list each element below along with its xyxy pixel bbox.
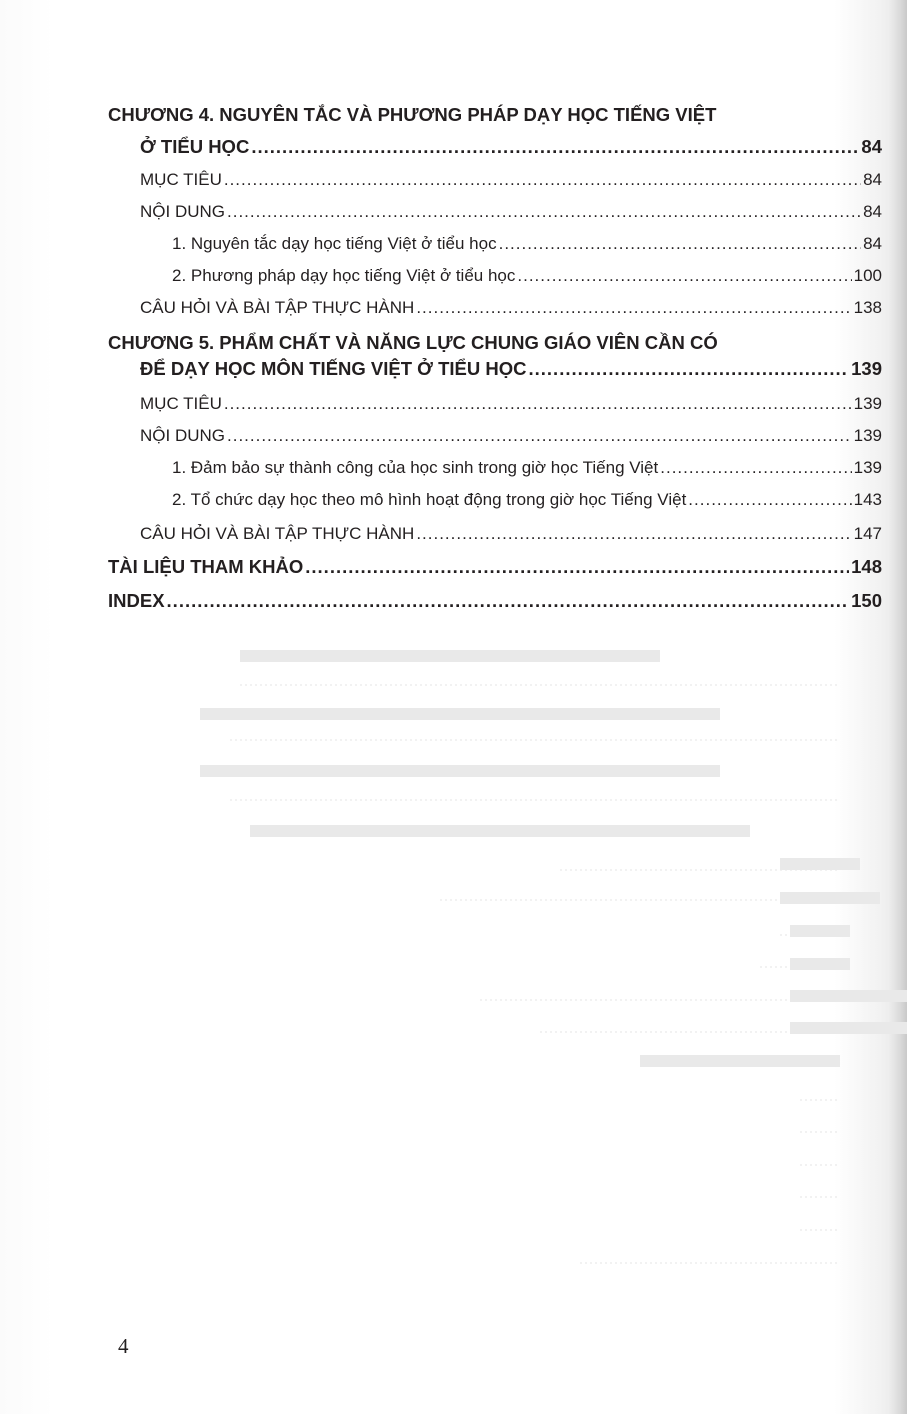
entry-label: CÂU HỎI VÀ BÀI TẬP THỰC HÀNH (140, 524, 415, 543)
entry-label: 1. Đảm bảo sự thành công của học sinh trong giờ học Tiếng Việt (172, 458, 659, 477)
chapter-4-title: CHƯƠNG 4. NGUYÊN TẮC VÀ PHƯƠNG PHÁP DẠY HỌC TIẾNG VIỆT (108, 104, 717, 125)
entry-page: 139 (853, 394, 882, 413)
entry-page: 138 (853, 298, 882, 317)
entry-page: 143 (853, 490, 882, 509)
entry-label: NỘI DUNG (140, 426, 225, 445)
entry-label: 1. Nguyên tắc dạy học tiếng Việt ở tiểu học (172, 234, 497, 253)
entry-page: 84 (863, 234, 882, 253)
entry-label: MỤC TIÊU (140, 394, 222, 413)
entry-label: INDEX (108, 590, 165, 611)
entry-label: CÂU HỎI VÀ BÀI TẬP THỰC HÀNH (140, 298, 415, 317)
entry-page: 150 (851, 590, 882, 611)
entry-page: 139 (853, 458, 882, 477)
entry-page: 148 (851, 556, 882, 577)
chapter-4-title-continued: Ở TIỂU HỌC (140, 136, 250, 157)
page-number: 4 (118, 1334, 129, 1358)
chapter-4-page: 84 (861, 136, 882, 157)
entry-page: 84 (863, 202, 882, 221)
entry-label: MỤC TIÊU (140, 170, 222, 189)
entry-label: TÀI LIỆU THAM KHẢO (108, 556, 304, 577)
entry-label: 2. Tổ chức dạy học theo mô hình hoạt động trong giờ học Tiếng Việt (172, 490, 687, 509)
chapter-5-title-continued: ĐỂ DẠY HỌC MÔN TIẾNG VIỆT Ở TIỂU HỌC (140, 358, 527, 379)
entry-page: 100 (853, 266, 882, 285)
entry-label: NỘI DUNG (140, 202, 225, 221)
entry-page: 84 (863, 170, 882, 189)
entry-page: 139 (853, 426, 882, 445)
entry-page: 147 (853, 524, 882, 543)
entry-label: 2. Phương pháp dạy học tiếng Việt ở tiểu học (172, 266, 516, 285)
chapter-5-title: CHƯƠNG 5. PHẨM CHẤT VÀ NĂNG LỰC CHUNG GIÁO VIÊN CẦN CÓ (108, 332, 718, 353)
chapter-5-page: 139 (851, 358, 882, 379)
